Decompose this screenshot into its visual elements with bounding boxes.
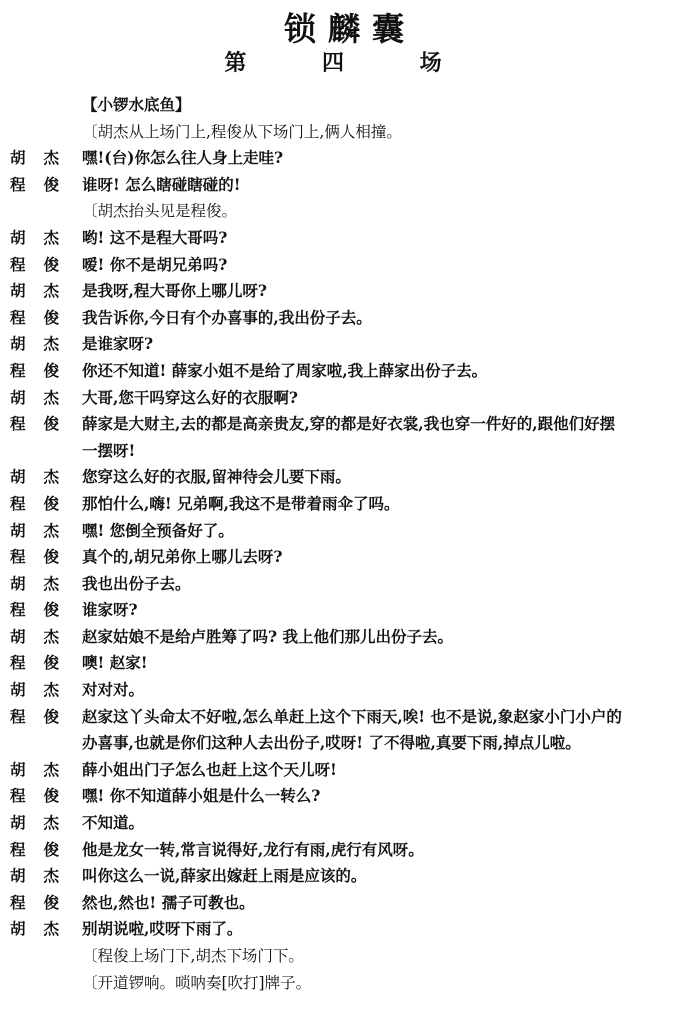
stage-direction xyxy=(0,970,700,997)
speaker-name: 胡杰 xyxy=(10,866,78,886)
line-text: 薛家是大财主,去的都是高亲贵友,穿的都是好衣裳,我也穿一件好的,跟他们好摆 xyxy=(82,414,616,434)
dialogue-continuation xyxy=(0,438,700,465)
music-cue xyxy=(0,92,700,119)
speaker-name: 胡杰 xyxy=(10,520,78,540)
play-title: 锁麟囊 xyxy=(283,10,416,48)
stage-direction xyxy=(0,119,700,146)
line-text: 谁呀! 怎么瞎碰瞎碰的! xyxy=(82,174,241,194)
dialogue-line xyxy=(0,544,700,571)
speaker-name: 胡杰 xyxy=(10,813,78,833)
line-text: 薛小姐出门子怎么也赶上这个天儿呀! xyxy=(82,759,337,779)
dialogue-line xyxy=(0,385,700,412)
speaker-name: 程俊 xyxy=(10,892,78,912)
line-text: 哟! 这不是程大哥吗? xyxy=(82,227,228,247)
speaker-name: 程俊 xyxy=(10,360,78,380)
dialogue-line xyxy=(0,145,700,172)
line-text: 嗳! 你不是胡兄弟吗? xyxy=(82,254,228,274)
speaker-name: 程俊 xyxy=(10,414,78,434)
speaker-name: 程俊 xyxy=(10,706,78,726)
dialogue-line xyxy=(0,677,700,704)
speaker-name: 胡杰 xyxy=(10,227,78,247)
dialogue-line xyxy=(0,172,700,199)
speaker-name: 胡杰 xyxy=(10,334,78,354)
line-text: 〔胡杰抬头见是程俊。 xyxy=(82,202,238,221)
dialogue-line xyxy=(0,571,700,598)
line-text: 那怕什么,嗨! 兄弟啊,我这不是带着雨伞了吗。 xyxy=(82,493,400,513)
speaker-name: 胡杰 xyxy=(10,387,78,407)
speaker-name: 胡杰 xyxy=(10,281,78,301)
line-text: 〔程俊上场门下,胡杰下场门下。 xyxy=(82,947,304,965)
line-text: 叫你这么一说,薛家出嫁赶上雨是应该的。 xyxy=(82,866,367,886)
dialogue-line xyxy=(0,890,700,917)
line-text: 对对对。 xyxy=(82,680,145,700)
dialogue-line xyxy=(0,757,700,784)
speaker-name: 程俊 xyxy=(10,493,78,513)
dialogue-line xyxy=(0,704,700,731)
line-text: 赵家这丫头命太不好啦,怎么单赶上这个下雨天,唉! 也不是说,象赵家小门小户的 xyxy=(82,706,622,726)
script-lines xyxy=(0,92,700,996)
line-text: 〔胡杰从上场门上,程俊从下场门上,俩人相撞。 xyxy=(82,122,402,141)
speaker-name: 程俊 xyxy=(10,653,78,673)
dialogue-line xyxy=(0,650,700,677)
dialogue-line xyxy=(0,358,700,385)
speaker-name: 程俊 xyxy=(10,600,78,620)
dialogue-line xyxy=(0,916,700,943)
dialogue-line xyxy=(0,837,700,864)
scene-heading: 第 四 场 xyxy=(224,50,476,76)
speaker-name: 胡杰 xyxy=(10,680,78,700)
line-text: 他是龙女一转,常言说得好,龙行有雨,虎行有风呀。 xyxy=(82,839,424,859)
speaker-name: 胡杰 xyxy=(10,626,78,646)
line-text: 嘿! 你不知道薛小姐是什么一转么? xyxy=(82,786,321,806)
line-text: 别胡说啦,哎呀下雨了。 xyxy=(82,919,243,939)
line-text: 【小锣水底鱼】 xyxy=(82,95,191,114)
line-text: 不知道。 xyxy=(82,813,145,833)
line-text: 办喜事,也就是你们这种人去出份子,哎呀! 了不得啦,真要下雨,掉点儿啦。 xyxy=(82,733,581,753)
line-text: 谁家呀? xyxy=(82,600,138,620)
stage-direction xyxy=(0,198,700,225)
dialogue-line xyxy=(0,411,700,438)
line-text: 然也,然也! 孺子可教也。 xyxy=(82,892,255,912)
dialogue-line xyxy=(0,331,700,358)
speaker-name: 程俊 xyxy=(10,307,78,327)
dialogue-continuation xyxy=(0,730,700,757)
dialogue-line xyxy=(0,278,700,305)
dialogue-line xyxy=(0,810,700,837)
dialogue-line xyxy=(0,225,700,252)
speaker-name: 胡杰 xyxy=(10,573,78,593)
dialogue-line xyxy=(0,305,700,332)
line-text: 〔开道锣响。唢呐奏[吹打]牌子。 xyxy=(82,973,312,992)
line-text: 您穿这么好的衣服,留神待会儿要下雨。 xyxy=(82,467,351,487)
line-text: 嘿! 您倒全预备好了。 xyxy=(82,520,234,540)
speaker-name: 程俊 xyxy=(10,547,78,567)
speaker-name: 胡杰 xyxy=(10,148,78,168)
line-text: 大哥,您干吗穿这么好的衣服啊? xyxy=(82,387,298,407)
line-text: 噢! 赵家! xyxy=(82,653,148,673)
line-text: 是谁家呀? xyxy=(82,334,154,354)
speaker-name: 胡杰 xyxy=(10,467,78,487)
speaker-name: 胡杰 xyxy=(10,759,78,779)
line-text: 嘿!(台)你怎么往人身上走哇? xyxy=(82,148,284,168)
speaker-name: 程俊 xyxy=(10,254,78,274)
line-text: 我告诉你,今日有个办喜事的,我出份子去。 xyxy=(82,307,372,327)
line-text: 你还不知道! 薛家小姐不是给了周家啦,我上薛家出份子去。 xyxy=(82,360,488,380)
stage-direction xyxy=(0,943,700,970)
dialogue-line xyxy=(0,597,700,624)
line-text: 是我呀,程大哥你上哪儿呀? xyxy=(82,281,267,301)
line-text: 真个的,胡兄弟你上哪儿去呀? xyxy=(82,547,283,567)
line-text: 我也出份子去。 xyxy=(82,573,191,593)
dialogue-line xyxy=(0,464,700,491)
speaker-name: 程俊 xyxy=(10,839,78,859)
speaker-name: 程俊 xyxy=(10,786,78,806)
line-text: 赵家姑娘不是给卢胜筹了吗? 我上他们那儿出份子去。 xyxy=(82,626,453,646)
dialogue-line xyxy=(0,252,700,279)
dialogue-line xyxy=(0,624,700,651)
dialogue-line xyxy=(0,863,700,890)
line-text: 一摆呀! xyxy=(82,440,136,460)
speaker-name: 程俊 xyxy=(10,174,78,194)
dialogue-line xyxy=(0,783,700,810)
dialogue-line xyxy=(0,491,700,518)
speaker-name: 胡杰 xyxy=(10,919,78,939)
dialogue-line xyxy=(0,518,700,545)
